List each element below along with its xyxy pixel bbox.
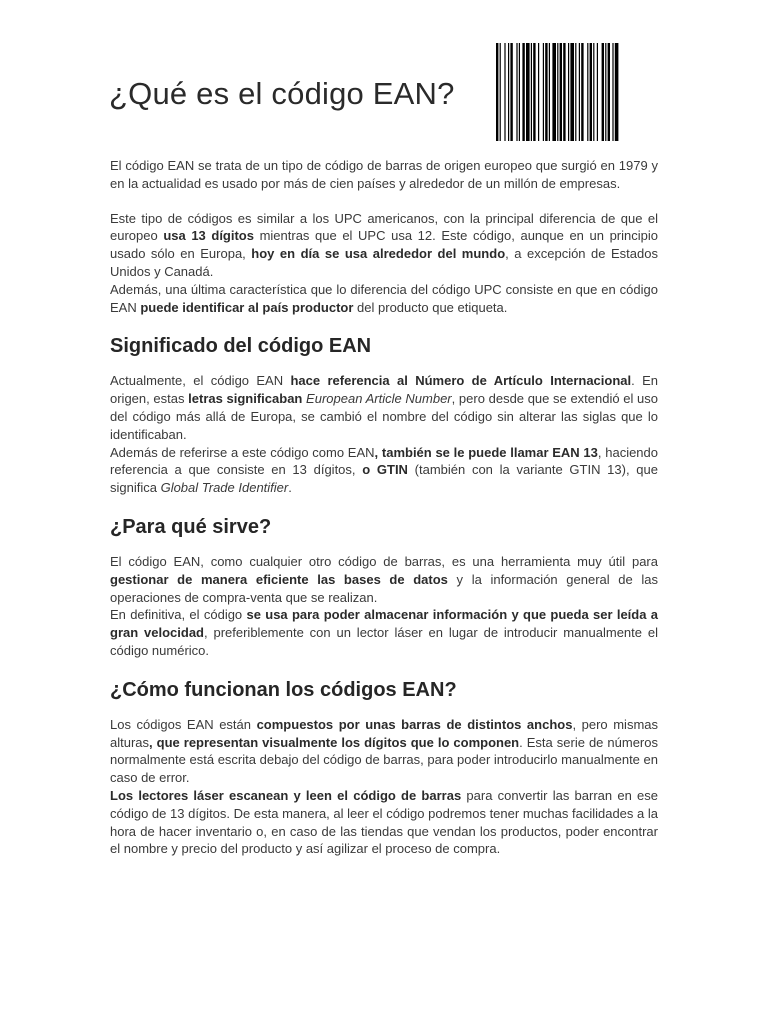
paragraph-significado-1: Actualmente, el código EAN hace referencia al Número de Artículo Internacional. En origen, estas letras significaban European Article Number, pero desde que se extendió el uso del código más allá de Europa, se cambió el nombre del código sin alterar las siglas que lo identificaban. (110, 373, 659, 442)
paragraph-como-2: Los lectores láser escanean y leen el código de barras para convertir las barran en ese código de 13 dígitos. De esta manera, al leer el código podremos tener muchas facilidades a la hora de hacer inventario o, en caso de las tiendas que vendan los productos, poder encontrar el nombre y precio del producto y así agilizar el proceso de compra. (110, 787, 658, 857)
heading-como: ¿Cómo funcionan los códigos EAN? (110, 678, 457, 701)
paragraph-como-1: Los códigos EAN están compuestos por unas barras de distintos anchos, pero mismas alturas, que representan visualmente los dígitos que lo componen. Esta serie de números normalmente está escrita debajo del código de barras, para poder introducirlo manualmente en caso de error. (110, 716, 658, 786)
paragraph-para-que-2: En definitiva, el código se usa para poder almacenar información y que pueda ser leída a gran velocidad, preferiblemente con un lector láser en lugar de introducir manualmente el código numérico. (110, 607, 658, 658)
document-body (110, 157, 658, 858)
heading-para-que: ¿Para qué sirve? (110, 515, 272, 538)
paragraph-para-que-1: El código EAN, como cualquier otro código de barras, es una herramienta muy útil para gestionar de manera eficiente las bases de datos y la información general de las operaciones de compra-venta que se realizan. (110, 553, 659, 605)
barcode-icon (496, 43, 651, 141)
paragraph-intro-3: Además, una última característica que lo diferencia del código UPC consiste en que en código EAN puede identificar al país productor del producto que etiqueta. (110, 281, 658, 315)
paragraph-intro-2: Este tipo de códigos es similar a los UPC americanos, con la principal diferencia de que el europeo usa 13 dígitos mientras que el UPC usa 12. Este código, aunque en un principio usado sólo en Europa, hoy en día se usa alrededor del mundo, a excepción de Estados Unidos y Canadá. (110, 210, 658, 279)
page-title: ¿Qué es el código EAN? (109, 76, 455, 111)
paragraph-significado-2: Además de referirse a este código como EAN, también se le puede llamar EAN 13, haciendo referencia a que consiste en 13 dígitos, o GTIN (también con la variante GTIN 13), que significa Global Trade Identifier. (110, 444, 658, 496)
paragraph-intro-1: El código EAN se trata de un tipo de código de barras de origen europeo que surgió en 1979 y en la actualidad es usado por más de cien países y alrededor de un millón de empresas. (110, 158, 658, 191)
heading-significado: Significado del código EAN (110, 335, 372, 358)
